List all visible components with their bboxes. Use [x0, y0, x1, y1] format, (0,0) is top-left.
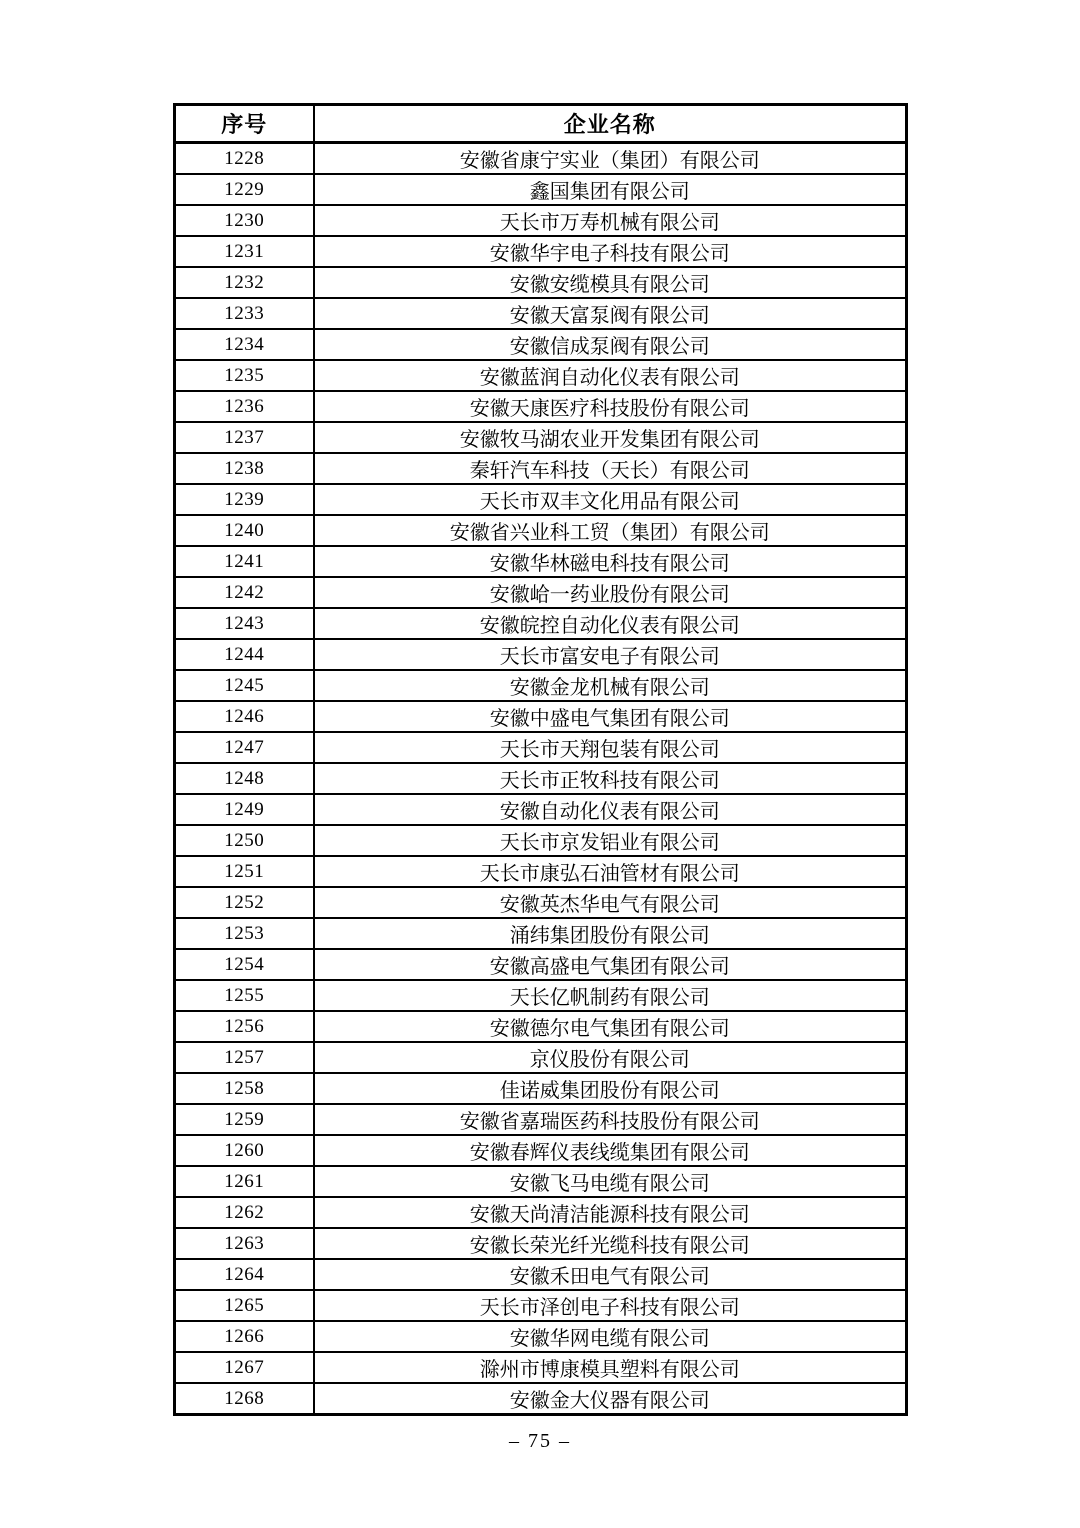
row-company-name: 涌纬集团股份有限公司 [314, 918, 907, 949]
row-serial-number: 1236 [175, 391, 314, 422]
table-row [175, 1011, 907, 1042]
row-company-name: 天长市天翔包装有限公司 [314, 732, 907, 763]
table-row [175, 732, 907, 763]
row-company-name: 安徽英杰华电气有限公司 [314, 887, 907, 918]
row-serial-number: 1239 [175, 484, 314, 515]
row-company-name: 安徽省康宁实业（集团）有限公司 [314, 143, 907, 175]
row-company-name: 安徽华网电缆有限公司 [314, 1321, 907, 1352]
row-company-name: 安徽春辉仪表线缆集团有限公司 [314, 1135, 907, 1166]
table-row [175, 825, 907, 856]
row-serial-number: 1261 [175, 1166, 314, 1197]
table-row [175, 1352, 907, 1383]
row-serial-number: 1246 [175, 701, 314, 732]
row-company-name: 安徽信成泵阀有限公司 [314, 329, 907, 360]
row-serial-number: 1253 [175, 918, 314, 949]
row-serial-number: 1260 [175, 1135, 314, 1166]
row-serial-number: 1245 [175, 670, 314, 701]
table-row [175, 1042, 907, 1073]
table-row [175, 205, 907, 236]
row-company-name: 安徽中盛电气集团有限公司 [314, 701, 907, 732]
row-company-name: 佳诺威集团股份有限公司 [314, 1073, 907, 1104]
row-company-name: 滁州市博康模具塑料有限公司 [314, 1352, 907, 1383]
row-serial-number: 1251 [175, 856, 314, 887]
row-serial-number: 1258 [175, 1073, 314, 1104]
table-row [175, 546, 907, 577]
row-company-name: 天长市双丰文化用品有限公司 [314, 484, 907, 515]
row-serial-number: 1247 [175, 732, 314, 763]
table-row [175, 763, 907, 794]
table-row [175, 949, 907, 980]
row-serial-number: 1230 [175, 205, 314, 236]
row-serial-number: 1264 [175, 1259, 314, 1290]
row-company-name: 安徽德尔电气集团有限公司 [314, 1011, 907, 1042]
table-row [175, 1228, 907, 1259]
table-row [175, 856, 907, 887]
table-row [175, 980, 907, 1011]
row-serial-number: 1242 [175, 577, 314, 608]
row-serial-number: 1244 [175, 639, 314, 670]
row-serial-number: 1265 [175, 1290, 314, 1321]
row-serial-number: 1252 [175, 887, 314, 918]
row-company-name: 安徽长荣光纤光缆科技有限公司 [314, 1228, 907, 1259]
table-row [175, 1166, 907, 1197]
row-serial-number: 1233 [175, 298, 314, 329]
row-company-name: 安徽天尚清洁能源科技有限公司 [314, 1197, 907, 1228]
row-serial-number: 1248 [175, 763, 314, 794]
row-serial-number: 1267 [175, 1352, 314, 1383]
table-row [175, 360, 907, 391]
row-company-name: 安徽天康医疗科技股份有限公司 [314, 391, 907, 422]
row-company-name: 安徽金大仪器有限公司 [314, 1383, 907, 1415]
row-company-name: 天长市万寿机械有限公司 [314, 205, 907, 236]
row-serial-number: 1262 [175, 1197, 314, 1228]
row-company-name: 安徽皖控自动化仪表有限公司 [314, 608, 907, 639]
row-serial-number: 1238 [175, 453, 314, 484]
row-company-name: 安徽自动化仪表有限公司 [314, 794, 907, 825]
row-serial-number: 1256 [175, 1011, 314, 1042]
company-table-body [175, 143, 907, 1415]
row-serial-number: 1250 [175, 825, 314, 856]
table-row [175, 236, 907, 267]
table-row [175, 453, 907, 484]
page-number: – 75 – [509, 1430, 571, 1452]
row-company-name: 安徽牧马湖农业开发集团有限公司 [314, 422, 907, 453]
row-company-name: 安徽华宇电子科技有限公司 [314, 236, 907, 267]
table-row [175, 1321, 907, 1352]
table-row [175, 577, 907, 608]
table-row [175, 918, 907, 949]
table-row [175, 1135, 907, 1166]
row-company-name: 安徽华林磁电科技有限公司 [314, 546, 907, 577]
table-row [175, 1073, 907, 1104]
header-serial-number: 序号 [175, 105, 314, 143]
table-row [175, 391, 907, 422]
row-company-name: 安徽省兴业科工贸（集团）有限公司 [314, 515, 907, 546]
row-serial-number: 1235 [175, 360, 314, 391]
row-serial-number: 1266 [175, 1321, 314, 1352]
row-serial-number: 1241 [175, 546, 314, 577]
row-company-name: 安徽天富泵阀有限公司 [314, 298, 907, 329]
row-company-name: 安徽金龙机械有限公司 [314, 670, 907, 701]
table-row [175, 670, 907, 701]
table-row [175, 887, 907, 918]
row-company-name: 京仪股份有限公司 [314, 1042, 907, 1073]
row-serial-number: 1240 [175, 515, 314, 546]
table-row [175, 174, 907, 205]
row-company-name: 天长市康弘石油管材有限公司 [314, 856, 907, 887]
table-row [175, 639, 907, 670]
company-table [173, 103, 908, 1416]
row-company-name: 安徽蓝润自动化仪表有限公司 [314, 360, 907, 391]
header-row [175, 105, 907, 143]
table-row [175, 1383, 907, 1415]
row-company-name: 安徽高盛电气集团有限公司 [314, 949, 907, 980]
table-row [175, 608, 907, 639]
row-serial-number: 1232 [175, 267, 314, 298]
row-serial-number: 1249 [175, 794, 314, 825]
table-row [175, 1197, 907, 1228]
row-serial-number: 1228 [175, 143, 314, 175]
row-company-name: 天长市正牧科技有限公司 [314, 763, 907, 794]
row-serial-number: 1268 [175, 1383, 314, 1415]
row-company-name: 秦轩汽车科技（天长）有限公司 [314, 453, 907, 484]
table-row [175, 298, 907, 329]
row-company-name: 天长市泽创电子科技有限公司 [314, 1290, 907, 1321]
table-row [175, 143, 907, 175]
header-company-name: 企业名称 [314, 105, 907, 143]
row-serial-number: 1263 [175, 1228, 314, 1259]
table-row [175, 329, 907, 360]
row-serial-number: 1257 [175, 1042, 314, 1073]
row-serial-number: 1259 [175, 1104, 314, 1135]
table-row [175, 267, 907, 298]
row-serial-number: 1234 [175, 329, 314, 360]
row-company-name: 安徽峆一药业股份有限公司 [314, 577, 907, 608]
row-serial-number: 1243 [175, 608, 314, 639]
row-company-name: 安徽飞马电缆有限公司 [314, 1166, 907, 1197]
row-serial-number: 1237 [175, 422, 314, 453]
company-table-header [175, 105, 907, 143]
table-row [175, 515, 907, 546]
row-company-name: 安徽禾田电气有限公司 [314, 1259, 907, 1290]
table-row [175, 701, 907, 732]
row-serial-number: 1231 [175, 236, 314, 267]
row-company-name: 天长亿帆制药有限公司 [314, 980, 907, 1011]
table-row [175, 1259, 907, 1290]
row-company-name: 天长市富安电子有限公司 [314, 639, 907, 670]
row-serial-number: 1229 [175, 174, 314, 205]
row-serial-number: 1254 [175, 949, 314, 980]
table-row [175, 794, 907, 825]
row-company-name: 鑫国集团有限公司 [314, 174, 907, 205]
row-company-name: 天长市京发铝业有限公司 [314, 825, 907, 856]
table-row [175, 1104, 907, 1135]
row-company-name: 安徽安缆模具有限公司 [314, 267, 907, 298]
row-company-name: 安徽省嘉瑞医药科技股份有限公司 [314, 1104, 907, 1135]
table-row [175, 1290, 907, 1321]
row-serial-number: 1255 [175, 980, 314, 1011]
table-row [175, 422, 907, 453]
table-row [175, 484, 907, 515]
